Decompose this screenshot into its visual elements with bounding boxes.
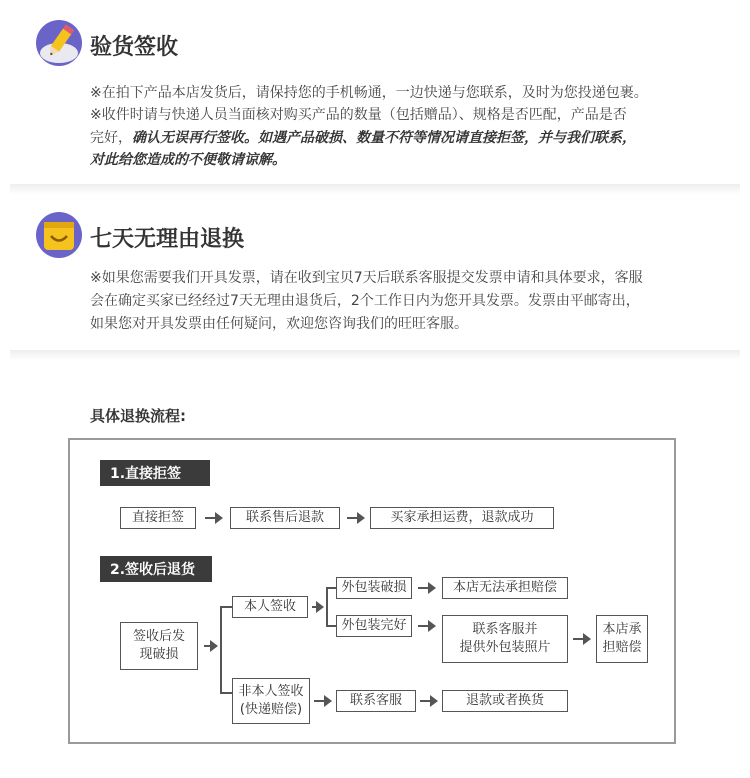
section2-line1: ※如果您需要我们开具发票，请在收到宝贝7天后联系客服提交发票申请和具体要求，客服	[90, 270, 643, 286]
branch-line	[326, 625, 336, 627]
pencil-icon	[36, 20, 82, 66]
flow-title: 具体退换流程:	[90, 407, 186, 425]
step-damage-found-line2: 现破损	[139, 647, 179, 662]
arrow-head	[430, 695, 438, 707]
branch-line	[220, 606, 232, 608]
step-outer-intact: 外包装完好	[336, 615, 412, 637]
step-store-liable-line1: 本店承	[602, 622, 642, 637]
branch-line	[220, 606, 222, 694]
arrow-head	[316, 601, 324, 613]
arrow-head	[583, 633, 591, 645]
section1-line3-plain: 完好，	[90, 130, 132, 146]
section1-line4-emphasis: 对此给您造成的不便敬请谅解。	[90, 152, 286, 168]
section1-line1: ※在拍下产品本店发货后，请保持您的手机畅通，一边快递与您联系，及时为您投递包裹。	[90, 85, 648, 101]
step-other-sign-line2: (快递赔偿)	[239, 702, 303, 717]
section2-line3: 如果您对开具发票由任何疑问，欢迎您咨询我们的旺旺客服。	[90, 316, 468, 332]
step-other-sign	[232, 678, 310, 724]
section-divider-1	[10, 184, 740, 195]
step-store-liable-line2: 担赔偿	[602, 640, 642, 655]
step-reject-delivery: 直接拒签	[120, 507, 196, 529]
section-divider-2	[10, 350, 740, 361]
section1-line2: ※收件时请与快递人员当面核对购买产品的数量（包括赠品）、规格是否匹配，产品是否	[90, 107, 627, 123]
step-damage-found	[120, 622, 198, 670]
section1-line3-emphasis: 确认无误再行签收。如遇产品破损、数量不符等情况请直接拒签，并与我们联系，	[132, 130, 636, 146]
section-title-seven-day-return: 七天无理由退换	[90, 227, 245, 252]
arrow-head	[210, 640, 218, 652]
step-contact-with-photo-line1: 联系客服并	[472, 622, 538, 637]
step-contact-with-photo-line2: 提供外包装照片	[459, 640, 551, 655]
step-contact-with-photo	[442, 615, 568, 663]
branch-line	[220, 692, 232, 694]
section-title-inspect: 验货签收	[90, 35, 179, 60]
arrow-head	[428, 620, 436, 632]
step-store-liable	[596, 615, 648, 663]
section1-line3	[90, 128, 636, 149]
case2-label: 2.签收后退货	[100, 556, 212, 582]
section1-line4	[90, 150, 286, 171]
arrow-head	[215, 512, 223, 524]
arrow-head	[357, 512, 365, 524]
branch-line	[326, 587, 336, 589]
step-store-not-liable: 本店无法承担赔偿	[442, 577, 568, 599]
case1-label: 1.直接拒签	[100, 460, 210, 486]
arrow-head	[428, 582, 436, 594]
step-other-sign-line1: 非本人签收	[238, 684, 304, 699]
section2-line2: 会在确定买家已经经过7天无理由退货后，2个工作日内为您开具发票。发票由平邮寄出，	[90, 293, 640, 309]
step-refund-success: 买家承担运费，退款成功	[370, 507, 554, 529]
step-contact-service: 联系客服	[336, 690, 416, 712]
step-contact-after-sales: 联系售后退款	[230, 507, 340, 529]
step-self-sign: 本人签收	[232, 596, 308, 618]
step-refund-or-exchange: 退款或者换货	[442, 690, 568, 712]
step-damage-found-line1: 签收后发	[132, 629, 185, 644]
step-outer-broken: 外包装破损	[336, 577, 412, 599]
arrow-head	[324, 695, 332, 707]
branch-line	[326, 587, 328, 627]
smile-bag-icon	[36, 212, 82, 258]
